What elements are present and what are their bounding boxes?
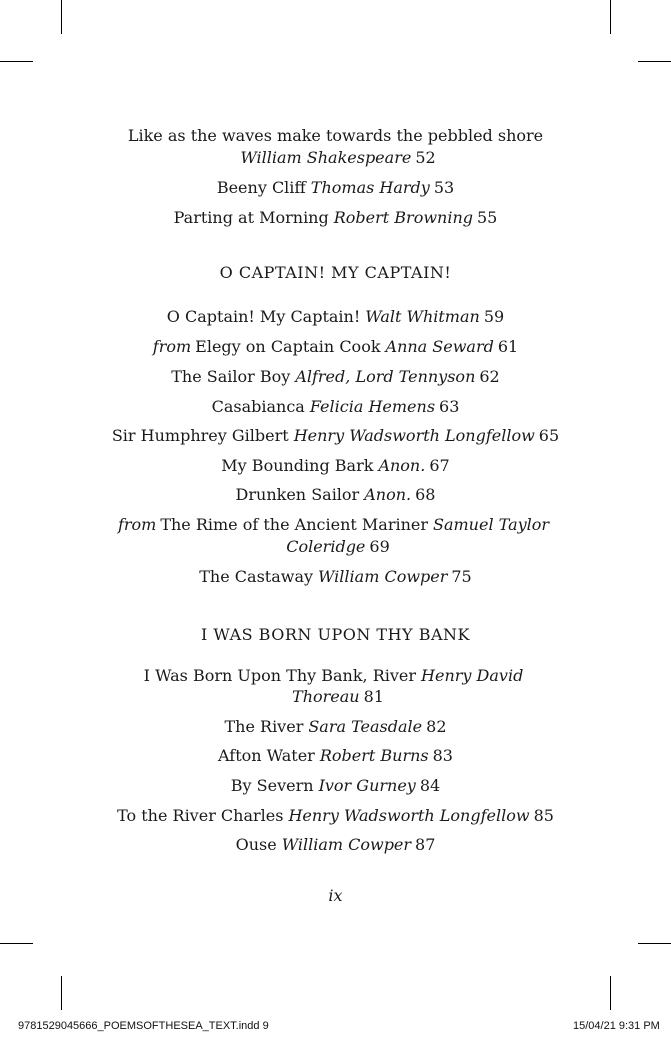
toc-page: 63 [439,397,460,416]
crop-mark [61,976,62,1010]
toc-page: 75 [451,567,472,586]
toc-prefix: from [117,515,157,534]
toc-author-continued: Thoreau [292,687,360,706]
toc-author: William Shakespeare [240,148,412,167]
toc-entry [0,805,671,827]
toc-entry [0,366,671,388]
toc-author: Alfred, Lord Tennyson [295,367,476,386]
crop-mark [638,943,671,944]
toc-title: Drunken Sailor [235,485,360,504]
toc-entry [0,834,671,856]
toc-page: 85 [533,806,554,825]
toc-author: Robert Browning [333,208,473,227]
toc-entry [0,336,671,358]
toc-prefix: from [152,337,192,356]
section-heading: O CAPTAIN! MY CAPTAIN! [219,263,452,282]
toc-author: Robert Burns [319,746,429,765]
toc-entry [0,177,671,199]
toc-title: O Captain! My Captain! [166,307,361,326]
toc-entry [0,775,671,797]
toc-author: Sara Teasdale [308,717,423,736]
toc-entry-continuation [0,147,671,169]
toc-page: 81 [363,687,384,706]
toc-page: 69 [369,537,390,556]
toc-author: Samuel Taylor [433,515,550,534]
crop-mark [610,976,611,1010]
toc-author: Anon. [378,456,426,475]
toc-author: Walt Whitman [365,307,480,326]
toc-author: Felicia Hemens [309,397,436,416]
toc-entry [0,484,671,506]
page-number: ix [328,886,343,905]
toc-title: Ouse [235,835,277,854]
toc-title: The Castaway [199,567,314,586]
toc-page: 53 [433,178,455,197]
toc-page: 82 [426,717,447,736]
toc-page: 68 [415,485,436,504]
toc-title: The Rime of the Ancient Mariner [160,515,428,534]
toc-title: Elegy on Captain Cook [195,337,381,356]
toc-page: 65 [538,426,560,445]
toc-entry-continuation [0,536,671,558]
toc-entry [0,716,671,738]
toc-entry [0,455,671,477]
toc-title: By Severn [230,776,314,795]
toc-title: The River [224,717,304,736]
crop-mark [61,0,62,34]
toc-page: 59 [483,307,505,326]
crop-mark [0,61,33,62]
toc-author: Henry David [421,666,524,685]
toc-author: Ivor Gurney [318,776,416,795]
toc-title: To the River Charles [117,806,284,825]
toc-author: William Cowper [281,835,412,854]
toc-title: Casabianca [211,397,305,416]
toc-entry [0,396,671,418]
crop-mark [610,0,611,34]
toc-page: 84 [419,776,441,795]
toc-author: Henry Wadsworth Longfellow [288,806,530,825]
toc-entry [0,207,671,229]
toc-title: The Sailor Boy [171,367,291,386]
crop-mark [0,943,33,944]
toc-author: Henry Wadsworth Longfellow [293,426,535,445]
toc-page: 83 [432,746,453,765]
toc-page: 55 [477,208,498,227]
toc-author-continued: Coleridge [286,537,366,556]
crop-mark [638,61,671,62]
toc-entry [0,566,671,588]
toc-author: William Cowper [318,567,448,586]
toc-entry [0,306,671,328]
toc-title: Like as the waves make towards the pebbled shore [127,126,544,145]
toc-author: Anna Seward [385,337,494,356]
toc-title: Parting at Morning [173,208,329,227]
slug-timestamp: 15/04/21 9:31 PM [573,1020,660,1032]
toc-page: 67 [429,456,450,475]
toc-entry [0,125,671,147]
toc-page: 62 [479,367,500,386]
toc-entry [0,425,671,447]
toc-author: Thomas Hardy [310,178,430,197]
toc-title: Sir Humphrey Gilbert [111,426,289,445]
toc-title: I Was Born Upon Thy Bank, River [143,666,417,685]
toc-page: 87 [415,835,436,854]
toc-title: Afton Water [218,746,315,765]
toc-entry [0,665,671,687]
toc-entry [0,745,671,767]
toc-title: My Bounding Bark [221,456,374,475]
toc-entry-continuation [0,686,671,708]
toc-page: 61 [497,337,519,356]
toc-title: Beeny Cliff [216,178,306,197]
toc-entry [0,514,671,536]
slug-filename: 9781529045666_POEMSOFTHESEA_TEXT.indd 9 [18,1020,269,1032]
section-heading: I WAS BORN UPON THY BANK [201,625,470,644]
toc-page: 52 [415,148,436,167]
toc-author: Anon. [364,485,412,504]
